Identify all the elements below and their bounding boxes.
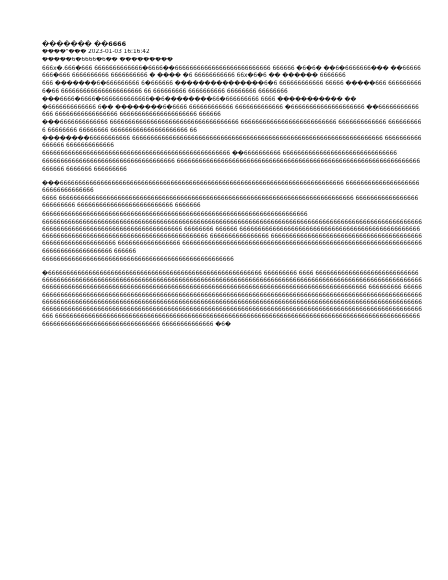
paragraph: ���6666666666666 66666666666666666666666666666666666 66666666666666666666666666 6666666666666 6666666666 66666666 66666666 666666666666666666666 66	[42, 120, 422, 134]
paragraph: 666x�.666�666 6666666666666�6666��66666666666666666666666666 666666 �6�6� ��6�6666666��� ��66666666�666 6666666666 6666666666 � ���� �6 66666666666 66x�6�6 �� ������ 6666666	[42, 66, 421, 80]
section-gap	[42, 175, 422, 179]
document-subtitle: �����6�6666�6�� ���������	[42, 57, 173, 63]
paragraph: 666666666666666666666666666666666666666666666666666666666666666666666666666666666666666666666666666666666666666666666666666666666666666666666 66666666 666666 6666666666666666666666666666666666666666666666666666666666666666666666666666666666666666666666 6666666666666666 6666666666666666666666666666666666666666666666666666666666666 66666666666666666 666666666666666666666666666666666666666666666666666666666666666666666666666666666666 666666	[42, 219, 422, 255]
bottom-section	[42, 271, 422, 329]
paragraph: 666 �������6�666666666 6�666666 ���������������6�6 666666666666 66666 �����666 6666666666�66 6666666666666666666666 66 666666666 6666666666 66666666 66666666	[42, 81, 422, 95]
paragraph: �6666666666666 6�� ��������6�6666 666666666666 6666666666666 �66666666666666666666 ��66666666666666 66666666666666666 666666666666666666666 666666	[42, 105, 419, 119]
paragraph: ���66666666666666666666666666666666666666666666666666666666666666666666666666666 6666666666666666666666666666666666	[42, 180, 420, 195]
middle-section	[42, 181, 422, 264]
paragraph: 666666666666666666666666666666666666 666666666666666666666666666666666666666666666666666666666666666666666666 6666666 666666666	[42, 159, 421, 173]
paragraph: 666666666666666666666666666666666666666666666666666666666666666666666666	[42, 211, 308, 218]
paragraph: ���6666�6666�6666666666666��6��������66�666666666 6666 ����������� ��	[42, 96, 357, 103]
paragraph: �6666666666666666666666666666666666666666666666666666666666 666666666 6666 666666666666666666666666666666666666666666666666666666666666666666666666666666666666666666666666666666666666666666666666666666666666666666666666666666666666666666666666666666666666666666666666666666666666666666666666666 666666666 66666666666666666666666666666666666666666666666666666666666666666666666666666666666666666666666666666666666666666666666666666666666666666666666666666666666666666666666666666666666666666666666666666666666666666666666666666666666666666666666666666666666666666666666666666666666666666666666666666666666666666666666666666 66666666666666666666666666666666666666666666666666666666666666666666666666666666666666666666666666666666666666666666666666666666666 66666666666666 �6�	[42, 271, 422, 328]
paragraph: 666666666666666666666666666666666666666666666666666 ��6666666666 6666666666666666666666666666666	[42, 151, 397, 158]
paragraph: 6666666666666666666666666666666666666666666666666666	[42, 256, 234, 263]
paragraph: 6666 66666666666666666666666666666666666666666666666666666666666666666666666666666666 66666666666666666 666666666 66666666666666666666666666 6666666	[42, 196, 419, 210]
document-title: ������� ��6666	[42, 40, 127, 48]
document-meta: ����"��� 2023-01-03 16:16:42	[42, 49, 150, 55]
section-gap	[42, 265, 422, 269]
top-section	[42, 66, 422, 174]
paragraph: ��������66666666666 66666666666666666666666666666666666666666666666666666666666666666666 6666666666666666 6666666666666	[42, 135, 422, 150]
